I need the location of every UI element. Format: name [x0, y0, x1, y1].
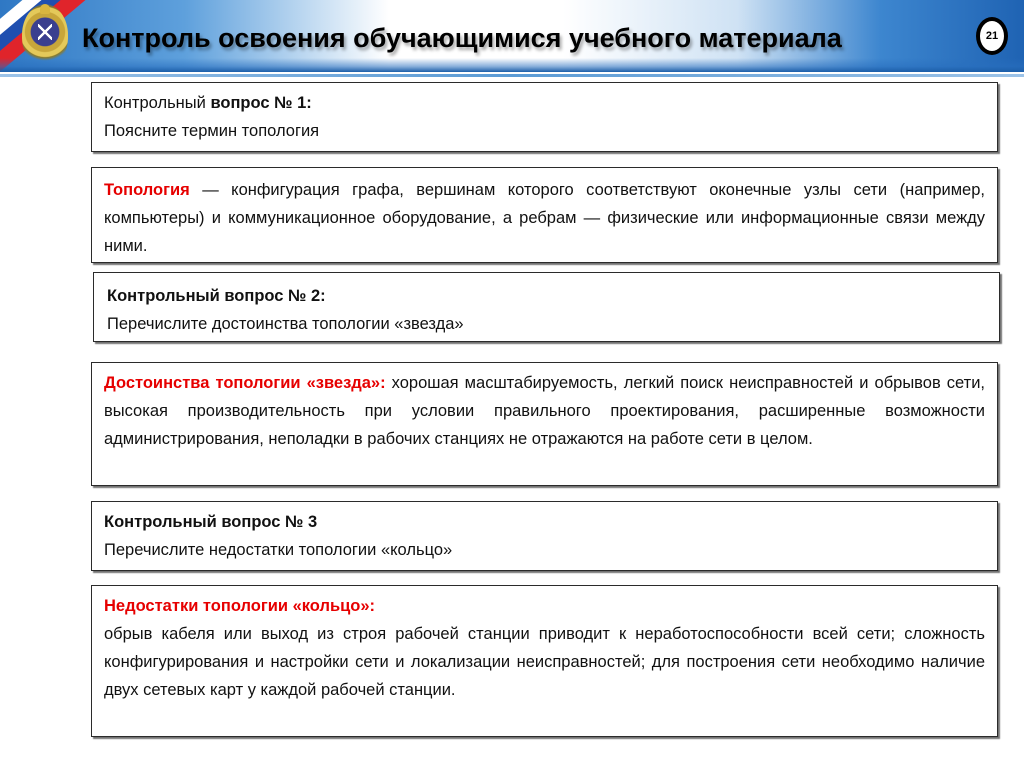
question-1-text: Поясните термин топология	[104, 122, 320, 140]
answer-2-term: Достоинства топологии «звезда»:	[104, 374, 386, 392]
slide-title: Контроль освоения обучающимися учебного материала	[82, 23, 842, 53]
answer-2-text: Достоинства топологии «звезда»: хорошая масштабируемость, легкий поиск неисправностей и обрывов сети, высокая производительность при условии правильного проектирования, расширенные возможности администрирования, неполадки в рабочих станциях не отражаются на работе сети в целом.	[104, 374, 985, 448]
question-2-text: Перечислите достоинства топологии «звезда»	[107, 315, 464, 333]
answer-3-text: обрыв кабеля или выход из строя рабочей станции приводит к неработоспособности всей сети; сложность конфигурирования и настройки сети и локализации неисправностей; для построения сети необходимо наличие двух сетевых карт у каждой рабочей станции.	[104, 625, 985, 699]
answer-3-term: Недостатки топологии «кольцо»:	[104, 597, 375, 615]
page-number-badge: 21	[976, 17, 1008, 55]
emblem-icon	[22, 4, 68, 66]
question-3-text: Перечислите недостатки топологии «кольцо»	[104, 541, 453, 559]
question-1-title: Контрольный вопрос № 1:	[104, 94, 312, 112]
question-1-box	[91, 82, 998, 152]
question-3-box	[91, 501, 998, 571]
answer-1-text: Топология — конфигурация графа, вершинам которого соответствуют оконечные узлы сети (например, компьютеры) и коммуникационное оборудование, а ребрам — физические или информационные связи между ними.	[104, 181, 985, 255]
question-2-box	[93, 272, 1000, 342]
question-3-title: Контрольный вопрос № 3	[104, 513, 318, 531]
answer-2-box	[91, 362, 998, 486]
answer-3-box	[91, 585, 998, 737]
header-divider	[0, 74, 1024, 77]
question-2-title: Контрольный вопрос № 2:	[107, 287, 326, 305]
slide-header	[0, 0, 1024, 72]
answer-1-box	[91, 167, 998, 263]
answer-1-term: Топология	[104, 181, 190, 199]
